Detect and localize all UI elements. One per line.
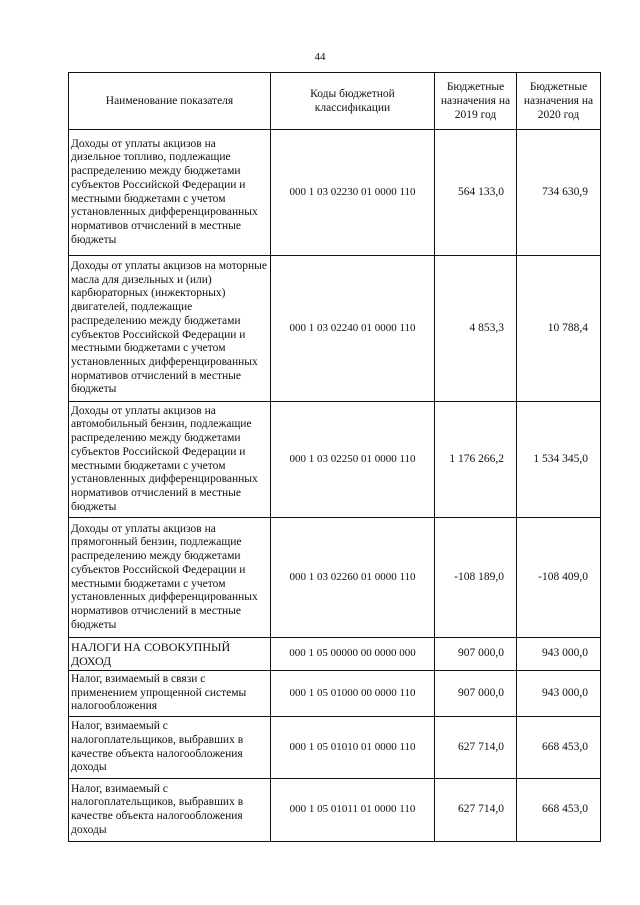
header-2019: Бюджетные назначения на 2019 год: [435, 73, 517, 130]
row-value-2020: 943 000,0: [517, 638, 601, 671]
row-code: 000 1 05 01010 01 0000 110: [271, 717, 435, 779]
row-name: Налог, взимаемый в связи с применением упрощенной системы налогообложения: [69, 671, 271, 717]
row-code: 000 1 03 02230 01 0000 110: [271, 130, 435, 256]
row-value-2019: -108 189,0: [435, 518, 517, 638]
row-name: Доходы от уплаты акцизов на прямогонный бензин, подлежащие распределению между бюджетами субъектов Российской Федерации и местными бюджетами с учетом установленных дифференцированных нормативов отчислений в местные бюджеты: [69, 518, 271, 638]
row-code: 000 1 03 02250 01 0000 110: [271, 402, 435, 518]
row-name: НАЛОГИ НА СОВОКУПНЫЙ ДОХОД: [69, 638, 271, 671]
row-value-2020: 668 453,0: [517, 717, 601, 779]
table-row: [69, 671, 601, 717]
row-value-2019: 907 000,0: [435, 671, 517, 717]
row-name: Налог, взимаемый с налогоплательщиков, выбравших в качестве объекта налогообложения доходы: [69, 717, 271, 779]
row-name: Доходы от уплаты акцизов на дизельное топливо, подлежащие распределению между бюджетами субъектов Российской Федерации и местными бюджетами с учетом установленных дифференцированных нормативов отчислений в местные бюджеты: [69, 130, 271, 256]
row-name: Доходы от уплаты акцизов на автомобильный бензин, подлежащие распределению между бюджетами субъектов Российской Федерации и местными бюджетами с учетом установленных дифференцированных нормативов отчислений в местные бюджеты: [69, 402, 271, 518]
table-header-row: [69, 73, 601, 130]
row-value-2019: 627 714,0: [435, 717, 517, 779]
table-row: [69, 256, 601, 402]
header-name: Наименование показателя: [69, 73, 271, 130]
row-code: 000 1 05 01000 00 0000 110: [271, 671, 435, 717]
page-number: 44: [314, 51, 326, 63]
row-value-2020: 734 630,9: [517, 130, 601, 256]
table-row: [69, 717, 601, 779]
row-value-2020: -108 409,0: [517, 518, 601, 638]
row-name: Доходы от уплаты акцизов на моторные масла для дизельных и (или) карбюраторных (инжекторных) двигателей, подлежащие распределению между бюджетами субъектов Российской Федерации и местными бюджетами с учетом установленных дифференцированных нормативов отчислений в местные бюджеты: [69, 256, 271, 402]
row-value-2020: 668 453,0: [517, 779, 601, 842]
budget-table: [68, 72, 601, 842]
row-code: 000 1 03 02260 01 0000 110: [271, 518, 435, 638]
row-value-2020: 943 000,0: [517, 671, 601, 717]
row-value-2019: 564 133,0: [435, 130, 517, 256]
row-code: 000 1 05 00000 00 0000 000: [271, 638, 435, 671]
table-row: [69, 518, 601, 638]
row-name: Налог, взимаемый с налогоплательщиков, выбравших в качестве объекта налогообложения доходы: [69, 779, 271, 842]
row-value-2020: 10 788,4: [517, 256, 601, 402]
table-row: [69, 402, 601, 518]
header-codes: Коды бюджетной классификации: [271, 73, 435, 130]
table-row: [69, 638, 601, 671]
table-row: [69, 130, 601, 256]
table-row: [69, 779, 601, 842]
row-value-2020: 1 534 345,0: [517, 402, 601, 518]
row-value-2019: 627 714,0: [435, 779, 517, 842]
row-code: 000 1 05 01011 01 0000 110: [271, 779, 435, 842]
row-value-2019: 4 853,3: [435, 256, 517, 402]
row-code: 000 1 03 02240 01 0000 110: [271, 256, 435, 402]
row-value-2019: 1 176 266,2: [435, 402, 517, 518]
row-value-2019: 907 000,0: [435, 638, 517, 671]
header-2020: Бюджетные назначения на 2020 год: [517, 73, 601, 130]
